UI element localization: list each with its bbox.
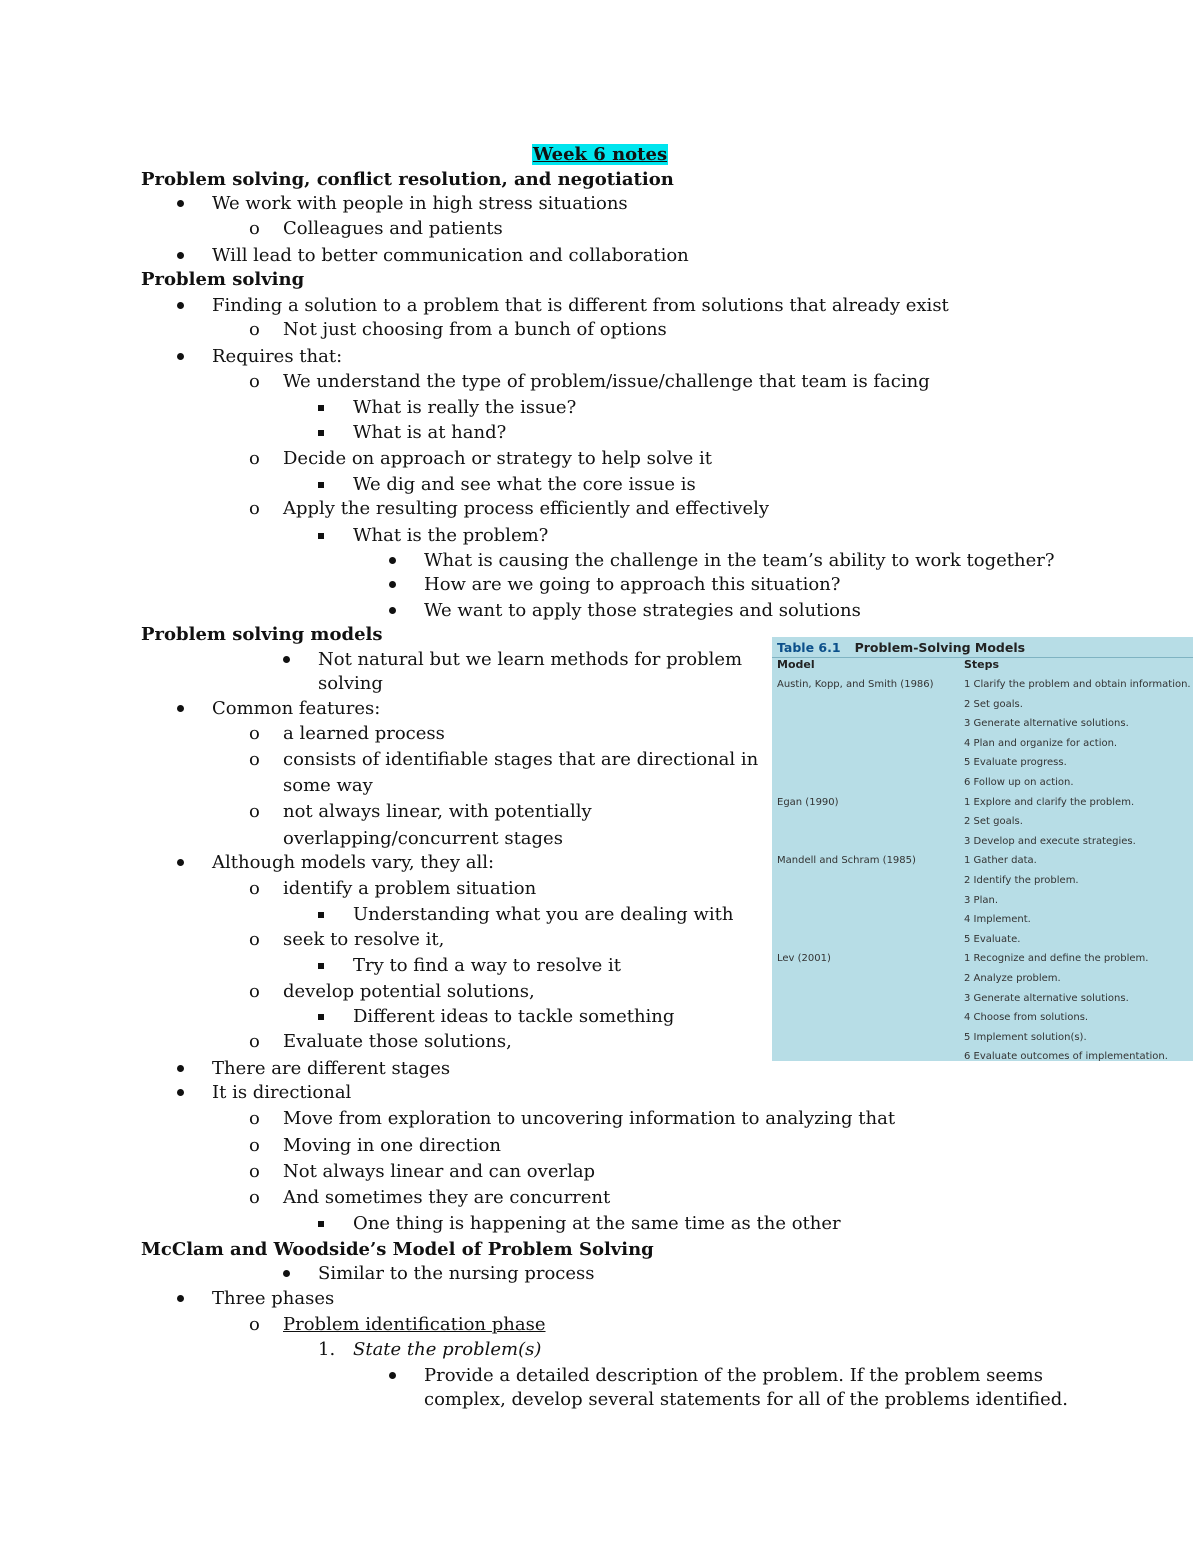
list-item: Not just choosing from a bunch of options [283,319,667,340]
list-item: How are we going to approach this situation? [424,574,841,595]
bullet-circle-icon: o [249,723,260,744]
list-item: develop potential solutions, [283,981,535,1002]
bullet-square-icon [318,1211,324,1227]
list-item: Colleagues and patients [283,218,503,239]
list-item: Move from exploration to uncovering information to analyzing that [283,1108,896,1129]
table-cell-step: 1 Clarify the problem and obtain information. [964,679,1191,690]
table-cell-step: 6 Follow up on action. [964,777,1074,788]
bullet-dot-icon [389,1363,396,1379]
list-item: Problem identification phase [283,1314,546,1335]
list-item: Although models vary, they all: [212,852,495,873]
table-cell-model: Egan (1990) [777,796,839,808]
bullet-circle-icon: o [249,1161,260,1182]
list-item: Apply the resulting process efficiently and effectively [283,498,770,519]
problem-solving-models-table [772,637,1193,1061]
table-cell-step: 4 Implement. [964,914,1031,926]
list-item: We work with people in high stress situations [212,193,628,214]
bullet-dot-icon [177,696,184,712]
bullet-square-icon [318,420,324,436]
bullet-circle-icon: o [249,498,260,519]
list-item: Not always linear and can overlap [283,1161,596,1182]
list-item: Not natural but we learn methods for problem [318,649,743,670]
table-cell-step: 2 Analyze problem. [964,973,1061,984]
list-item: Three phases [212,1288,335,1309]
bullet-square-icon [318,902,324,918]
table-cell-model: Lev (2001) [777,953,831,965]
column-header-model: Model [777,658,815,671]
bullet-circle-icon: o [249,218,260,239]
bullet-circle-icon: o [249,371,260,392]
bullet-square-icon [318,523,324,539]
list-item: solving [318,673,383,694]
table-cell-model: Mandell and Schram (1985) [777,855,916,867]
list-item: not always linear, with potentially [283,801,592,822]
list-item: State the problem(s) [353,1339,542,1360]
bullet-circle-icon: o [249,801,260,822]
bullet-square-icon [318,395,324,411]
bullet-dot-icon [177,1056,184,1072]
list-item: We want to apply those strategies and solutions [424,600,861,621]
list-item: a learned process [283,723,445,744]
list-item: And sometimes they are concurrent [283,1187,611,1208]
bullet-circle-icon: o [249,448,260,469]
list-item: Try to find a way to resolve it [353,955,622,976]
table-cell-step: 2 Set goals. [964,698,1023,710]
list-item: Provide a detailed description of the problem. If the problem seems [424,1365,1043,1386]
list-item: There are different stages [212,1058,451,1079]
list-item: complex, develop several statements for all of the problems identified. [424,1389,1069,1410]
bullet-dot-icon [177,850,184,866]
table-cell-step: 1 Gather data. [964,855,1037,867]
bullet-circle-icon: o [249,878,260,899]
table-cell-step: 2 Set goals. [964,816,1023,828]
bullet-circle-icon: o [249,1314,260,1335]
bullet-square-icon [318,1004,324,1020]
section-heading: Problem solving [141,269,305,290]
bullet-square-icon [318,472,324,488]
list-item: Similar to the nursing process [318,1263,595,1284]
bullet-dot-icon [177,344,184,360]
list-item: Decide on approach or strategy to help solve it [283,448,712,469]
list-item: some way [283,775,373,796]
bullet-dot-icon [177,1286,184,1302]
column-header-steps: Steps [964,658,1000,671]
list-item: Understanding what you are dealing with [353,904,734,925]
table-cell-step: 4 Plan and organize for action. [964,737,1118,749]
table-cell-step: 3 Develop and execute strategies. [964,835,1136,847]
bullet-circle-icon: o [249,1031,260,1052]
table-cell-step: 1 Explore and clarify the problem. [964,796,1135,808]
list-item: consists of identifiable stages that are directional in [283,749,759,770]
bullet-dot-icon [389,598,396,614]
bullet-circle-icon: o [249,981,260,1002]
table-cell-step: 4 Choose from solutions. [964,1012,1089,1024]
section-heading: Problem solving, conflict resolution, and negotiation [141,169,674,190]
list-item: What is at hand? [353,422,507,443]
bullet-dot-icon [283,647,290,663]
table-cell-step: 5 Evaluate progress. [964,757,1067,769]
section-heading: McClam and Woodside’s Model of Problem Solving [141,1239,654,1260]
list-item: It is directional [212,1082,352,1103]
list-item: Different ideas to tackle something [353,1006,675,1027]
table-cell-model: Austin, Kopp, and Smith (1986) [777,679,934,690]
bullet-square-icon [318,953,324,969]
table-cell-step: 6 Evaluate outcomes of implementation. [964,1051,1168,1063]
bullet-dot-icon [389,548,396,564]
table-caption: Table 6.1 Problem-Solving Models [777,640,1026,655]
list-item: overlapping/concurrent stages [283,828,563,849]
list-item: Evaluate those solutions, [283,1031,512,1052]
list-number: 1. [318,1339,336,1360]
bullet-circle-icon: o [249,1187,260,1208]
table-cell-step: 3 Generate alternative solutions. [964,718,1129,730]
bullet-circle-icon: o [249,749,260,770]
list-item: Will lead to better communication and collaboration [212,245,689,266]
bullet-dot-icon [389,572,396,588]
bullet-dot-icon [177,191,184,207]
bullet-circle-icon: o [249,319,260,340]
list-item: identify a problem situation [283,878,537,899]
list-item: What is really the issue? [353,397,577,418]
list-item: Requires that: [212,346,343,367]
table-cell-step: 3 Generate alternative solutions. [964,992,1129,1004]
section-heading: Problem solving models [141,624,383,645]
bullet-dot-icon [177,293,184,309]
bullet-dot-icon [177,1080,184,1096]
bullet-circle-icon: o [249,929,260,950]
page-title: Week 6 notes [532,144,668,165]
table-cell-step: 5 Implement solution(s). [964,1031,1087,1043]
table-cell-step: 5 Evaluate. [964,933,1021,945]
table-cell-step: 3 Plan. [964,894,998,906]
list-item: What is causing the challenge in the team’s ability to work together? [424,550,1055,571]
list-item: We dig and see what the core issue is [353,474,696,495]
bullet-circle-icon: o [249,1108,260,1129]
bullet-dot-icon [283,1261,290,1277]
bullet-dot-icon [177,243,184,259]
list-item: Moving in one direction [283,1135,501,1156]
list-item: We understand the type of problem/issue/challenge that team is facing [283,371,930,392]
bullet-circle-icon: o [249,1135,260,1156]
list-item: seek to resolve it, [283,929,445,950]
list-item: Finding a solution to a problem that is different from solutions that already exist [212,295,949,316]
table-cell-step: 2 Identify the problem. [964,875,1079,886]
list-item: One thing is happening at the same time as the other [353,1213,841,1234]
table-cell-step: 1 Recognize and define the problem. [964,953,1149,965]
list-item: Common features: [212,698,381,719]
list-item: What is the problem? [353,525,549,546]
